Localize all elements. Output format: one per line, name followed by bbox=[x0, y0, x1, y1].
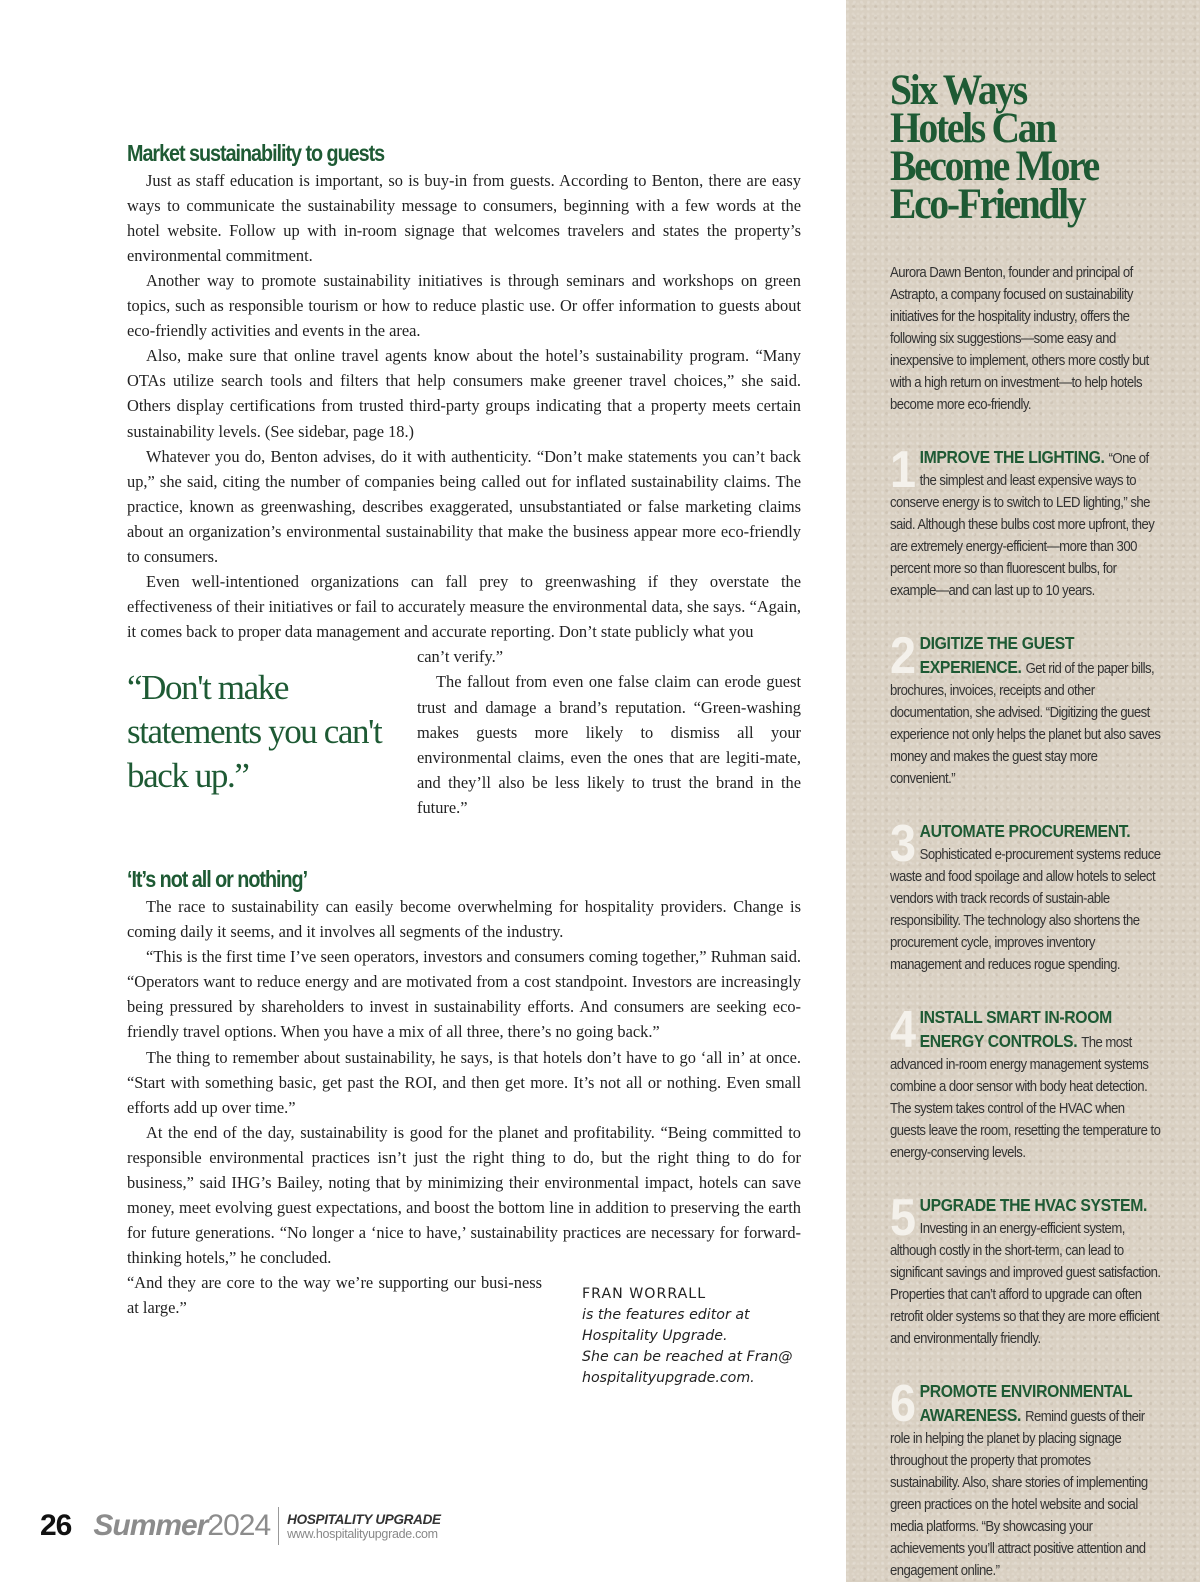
author-bio-line: hospitalityupgrade.com. bbox=[582, 1370, 755, 1386]
article-paragraph: Whatever you do, Benton advises, do it with authenticity. “Don’t make statements you can’t back up,” she said, citing the number of companies being called out for inflated sustainability claims. The practice, known as greenwashing, describes exaggerated, unsubstantiated or false marketing claims about an organization’s environmental sustainability that make the business appear more eco-friendly to consumers. bbox=[127, 446, 801, 566]
tip-heading: AUTOMATE PROCUREMENT. bbox=[919, 821, 1131, 841]
tip-heading: IMPROVE THE LIGHTING. bbox=[919, 447, 1109, 467]
article-paragraph: “This is the first time I’ve seen operators, investors and consumers coming together,” Ruhman said. “Operators want to reduce energy and are motivated from a cost standpoint. Investors are increasingly being pressured by shareholders to invest in sustainability efforts. And consumers are seeking eco-friendly travel options. When you have a mix of all three, there’s no going back.” bbox=[127, 947, 801, 1042]
pull-quote-block bbox=[127, 644, 801, 822]
issue-season: Summer bbox=[93, 1509, 208, 1542]
tip-number: 6 bbox=[890, 1375, 915, 1433]
issue-year: 2024 bbox=[207, 1509, 271, 1542]
tip-text: Remind guests of their role in helping the planet by placing signage throughout the property that promotes sustainability. Also, share stories of implementing green practices on the hotel website and social media platforms. “By showcasing your achievements you’ll attract positive attention and engagement online.” bbox=[890, 1409, 1148, 1579]
article-paragraph: The thing to remember about sustainability, he says, is that hotels don’t have to go ‘all in’ at once. “Start with something basic, get past the ROI, and then get more. It’s not all or nothing. Even small efforts add up over time.” bbox=[127, 1047, 801, 1117]
article-paragraph: At the end of the day, sustainability is good for the planet and profitability. “Being committed to responsible environmental practices isn’t just the right thing to do, but the right thing to do for business,” said IHG’s Bailey, noting that by minimizing their environmental impact, hotels can save money, meet evolving guest expectations, and boost the bottom line in addition to preserving the earth for future generations. “No longer a ‘nice to have,’ sustainability practices are necessary for forward-thinking hotels,” he concluded. bbox=[127, 1122, 801, 1268]
tip-number: 1 bbox=[890, 441, 915, 499]
tip-number: 5 bbox=[890, 1189, 915, 1247]
author-bio-line: Hospitality Upgrade. bbox=[582, 1328, 728, 1344]
section-heading-not-all-or-nothing: ‘It’s not all or nothing’ bbox=[127, 866, 308, 893]
sidebar-six-ways bbox=[846, 0, 1200, 1582]
tip-number: 3 bbox=[890, 815, 915, 873]
article-paragraph: The race to sustainability can easily become overwhelming for hospitality providers. Change is coming daily it seems, and it involves all segments of the industry. bbox=[127, 896, 801, 942]
tip-text: The most advanced in-room energy management systems combine a door sensor with body heat detection. The system takes control of the HVAC when guests leave the room, resetting the temperature to energy-conserving levels. bbox=[890, 1035, 1161, 1161]
author-bio-line: is the features editor at bbox=[582, 1307, 750, 1323]
section-heading-market-sustainability: Market sustainability to guests bbox=[127, 140, 385, 166]
tip-heading: INSTALL SMART IN-ROOM ENERGY CONTROLS. bbox=[919, 1007, 1112, 1051]
tip-heading: UPGRADE THE HVAC SYSTEM. bbox=[919, 1195, 1147, 1215]
publication-name: HOSPITALITY UPGRADE bbox=[287, 1511, 441, 1527]
tip-heading: PROMOTE ENVIRONMENTAL AWARENESS. bbox=[919, 1381, 1133, 1425]
tip-item bbox=[890, 1189, 1163, 1350]
sidebar-intro: Aurora Dawn Benton, founder and principal of Astrapto, a company focused on sustainability initiatives for the hospitality industry, offers the following six suggestions—some easy and inexpensive to implement, others more costly but with a high return on investment—to help hotels become more eco-friendly. bbox=[890, 265, 1149, 413]
sidebar-title bbox=[890, 67, 1144, 228]
tip-item bbox=[890, 441, 1163, 602]
article-main-column bbox=[127, 140, 801, 1321]
article-paragraph: Even well-intentioned organizations can fall prey to greenwashing if they overstate the effectiveness of their initiatives or fail to accurately measure the environmental data, she says. “Again, it comes back to proper data management and accurate reporting. Don’t state publicly what you bbox=[127, 572, 801, 642]
tip-item bbox=[890, 1001, 1163, 1164]
page-footer bbox=[40, 1506, 441, 1546]
tip-number: 2 bbox=[890, 627, 915, 685]
author-bio-line: She can be reached at Fran@ bbox=[582, 1349, 793, 1365]
publication-url: www.hospitalityupgrade.com bbox=[287, 1526, 438, 1541]
sidebar-title-line: Become More bbox=[890, 143, 1098, 190]
sidebar-title-line: Hotels Can bbox=[890, 105, 1055, 152]
page-number: 26 bbox=[40, 1509, 72, 1542]
author-bio bbox=[582, 1284, 812, 1389]
article-paragraph: Also, make sure that online travel agents know about the hotel’s sustainability program. “Many OTAs utilize search tools and filters that help consumers make greener travel choices,” she said. Others display certifications from trusted third-party groups indicating that a property meets certain sustainability levels. (See sidebar, page 18.) bbox=[127, 346, 801, 441]
tip-text: Get rid of the paper bills, brochures, invoices, receipts and other documentation, she advised. “Digitizing the guest experience not only helps the planet but also saves money and makes the guest stay more convenient.” bbox=[890, 661, 1161, 787]
article-paragraph-continued: can’t verify.” bbox=[417, 647, 504, 667]
article-closing-paragraph: “And they are core to the way we’re supporting our busi-ness at large.” bbox=[127, 1273, 542, 1318]
tip-item bbox=[890, 1375, 1163, 1582]
article-paragraph: Another way to promote sustainability initiatives is through seminars and workshops on green topics, such as responsible tourism or how to reduce plastic use. Or offer information to guests about eco-friendly activities and events in the area. bbox=[127, 270, 801, 341]
tip-item bbox=[890, 627, 1163, 790]
footer-divider bbox=[278, 1507, 279, 1545]
pull-quote-adjacent-text bbox=[417, 644, 801, 820]
tip-text: Sophisticated e-procurement systems reduce waste and food spoilage and allow hotels to select vendors with track records of sustain-able responsibility. The technology also shortens the procurement cycle, improves inventory management and reduces rogue spending. bbox=[890, 847, 1161, 973]
publication-info bbox=[287, 1512, 441, 1541]
tip-text: Investing in an energy-efficient system, although costly in the short-term, can lead to significant savings and improved guest satisfaction. Properties that can’t afford to upgrade can often retrofit older systems so that they are more efficient and environmentally friendly. bbox=[890, 1221, 1161, 1347]
sidebar-title-line: Eco-Friendly bbox=[890, 181, 1085, 228]
sidebar-title-line: Six Ways bbox=[890, 67, 1026, 114]
tip-heading: DIGITIZE THE GUEST EXPERIENCE. bbox=[919, 633, 1075, 677]
article-paragraph: The fallout from even one false claim can erode guest trust and damage a brand’s reputation. “Green-washing makes guests more likely to dismiss all your environmental claims, even the ones that are legiti-mate, and they’ll also be less likely to trust the brand in the future.” bbox=[417, 672, 801, 817]
author-name: FRAN WORRALL bbox=[582, 1286, 707, 1302]
pull-quote: “Don't make statements you can't back up.” bbox=[127, 668, 382, 796]
tip-item bbox=[890, 815, 1163, 976]
tip-number: 4 bbox=[890, 1001, 915, 1059]
article-paragraph: Just as staff education is important, so is buy-in from guests. According to Benton, there are easy ways to communicate the sustainability message to consumers, beginning with a few words at the hotel website. Follow up with in-room signage that welcomes travelers and states the property’s environmental commitment. bbox=[127, 170, 801, 265]
sidebar-content bbox=[890, 67, 1166, 1582]
tip-text: “One of the simplest and least expensive ways to conserve energy is to switch to LED lighting,” she said. Although these bulbs cost more upfront, they are extremely energy-efficient—more than 300 percent more so than fluorescent bulbs, for example—and can last up to 10 years. bbox=[890, 451, 1155, 599]
